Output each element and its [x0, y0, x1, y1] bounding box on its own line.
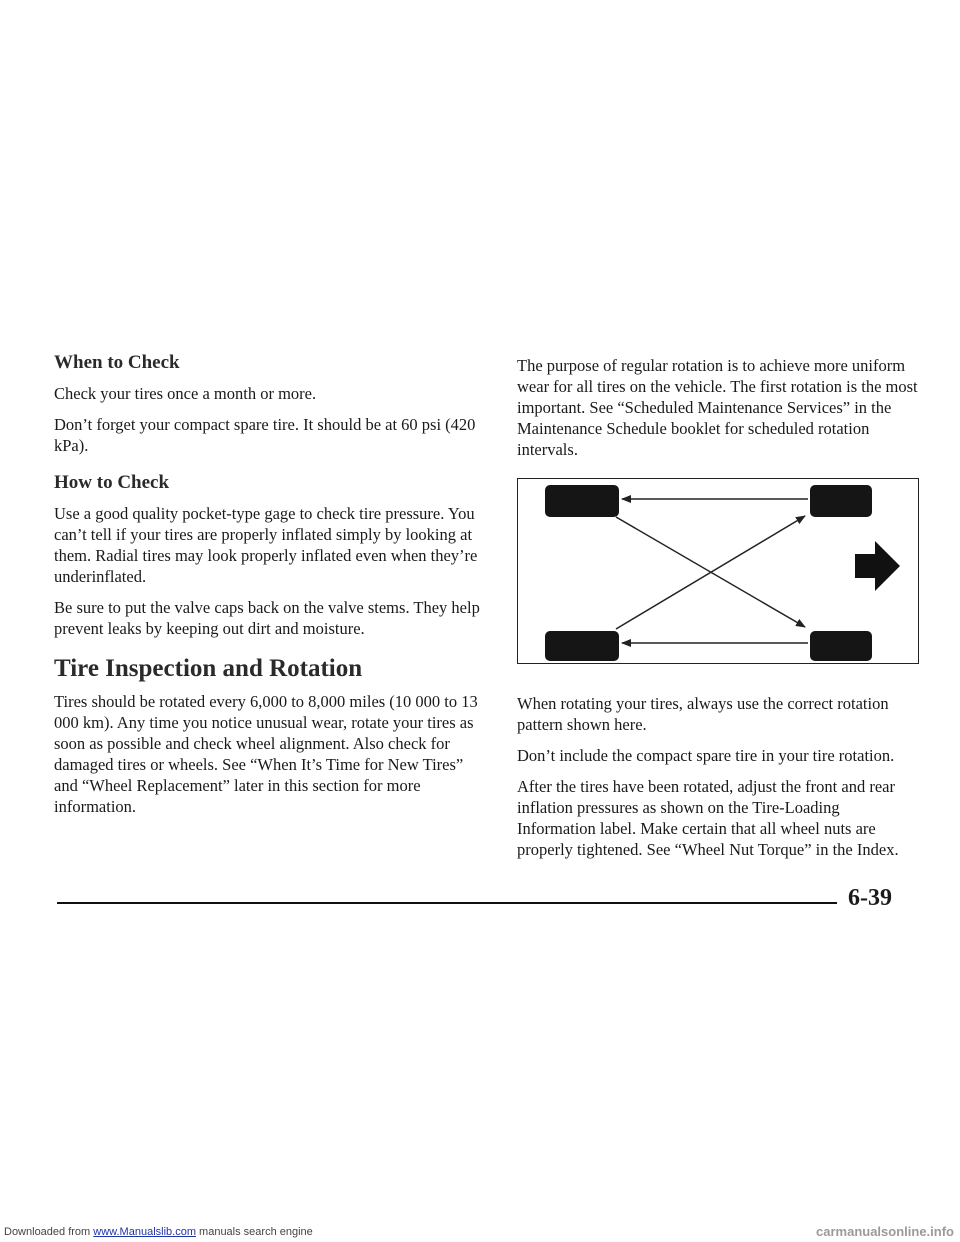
footer-suffix: manuals search engine — [195, 1226, 313, 1238]
footer-prefix: Downloaded from — [4, 1226, 94, 1238]
spare-paragraph: Don’t include the compact spare tire in your tire rotation. — [517, 746, 895, 765]
right-column-top — [517, 355, 922, 470]
tire-icon — [545, 631, 619, 661]
when-paragraph-2: Don’t forget your compact spare tire. It should be at 60 psi (420 kPa). — [54, 415, 476, 455]
when-paragraph-1: Check your tires once a month or more. — [54, 384, 317, 403]
how-paragraph-1: Use a good quality pocket-type gage to check tire pressure. You can’t tell if your tires are properly inflated simply by looking at them. Radial tires may look properly inflated even when they’re underinflated. — [54, 504, 478, 586]
section-heading: Tire Inspection and Rotation — [54, 655, 363, 682]
rotation-pattern-diagram — [517, 478, 919, 664]
how-paragraph-2: Be sure to put the valve caps back on the valve stems. They help prevent leaks by keeping out dirt and moisture. — [54, 598, 480, 638]
after-rotation-paragraph: After the tires have been rotated, adjust the front and rear inflation pressures as shown on the Tire-Loading Information label. Make certain that all wheel nuts are properly tightened. See “Wheel Nut Torque” in the Index. — [517, 777, 899, 859]
right-column-bottom — [517, 693, 922, 870]
tire-icon — [545, 485, 619, 517]
download-footer — [4, 1226, 313, 1238]
footer-rule — [57, 902, 837, 904]
tire-icon — [810, 631, 872, 661]
manualslib-link[interactable]: www.Manualslib.com — [93, 1226, 196, 1238]
forward-arrow-icon — [855, 541, 900, 591]
tire-icon — [810, 485, 872, 517]
left-column — [54, 352, 490, 827]
rotating-paragraph: When rotating your tires, always use the correct rotation pattern shown here. — [517, 694, 889, 734]
how-to-check-heading: How to Check — [54, 472, 170, 493]
purpose-paragraph: The purpose of regular rotation is to achieve more uniform wear for all tires on the vehicle. The first rotation is the most important. See “Scheduled Maintenance Services” in the Maintenance Schedule booklet for scheduled rotation intervals. — [517, 356, 918, 459]
rotation-pattern-svg — [518, 479, 918, 663]
when-to-check-heading: When to Check — [54, 352, 180, 373]
rotation-paragraph: Tires should be rotated every 6,000 to 8,000 miles (10 000 to 13 000 km). Any time you notice unusual wear, rotate your tires as soon as possible and check wheel alignment. Also check for damaged tires or wheels. See “When It’s Time for New Tires” and “Wheel Replacement” later in this section for more information. — [54, 692, 478, 816]
watermark: carmanualsonline.info — [816, 1224, 954, 1239]
page-number: 6-39 — [848, 885, 892, 911]
